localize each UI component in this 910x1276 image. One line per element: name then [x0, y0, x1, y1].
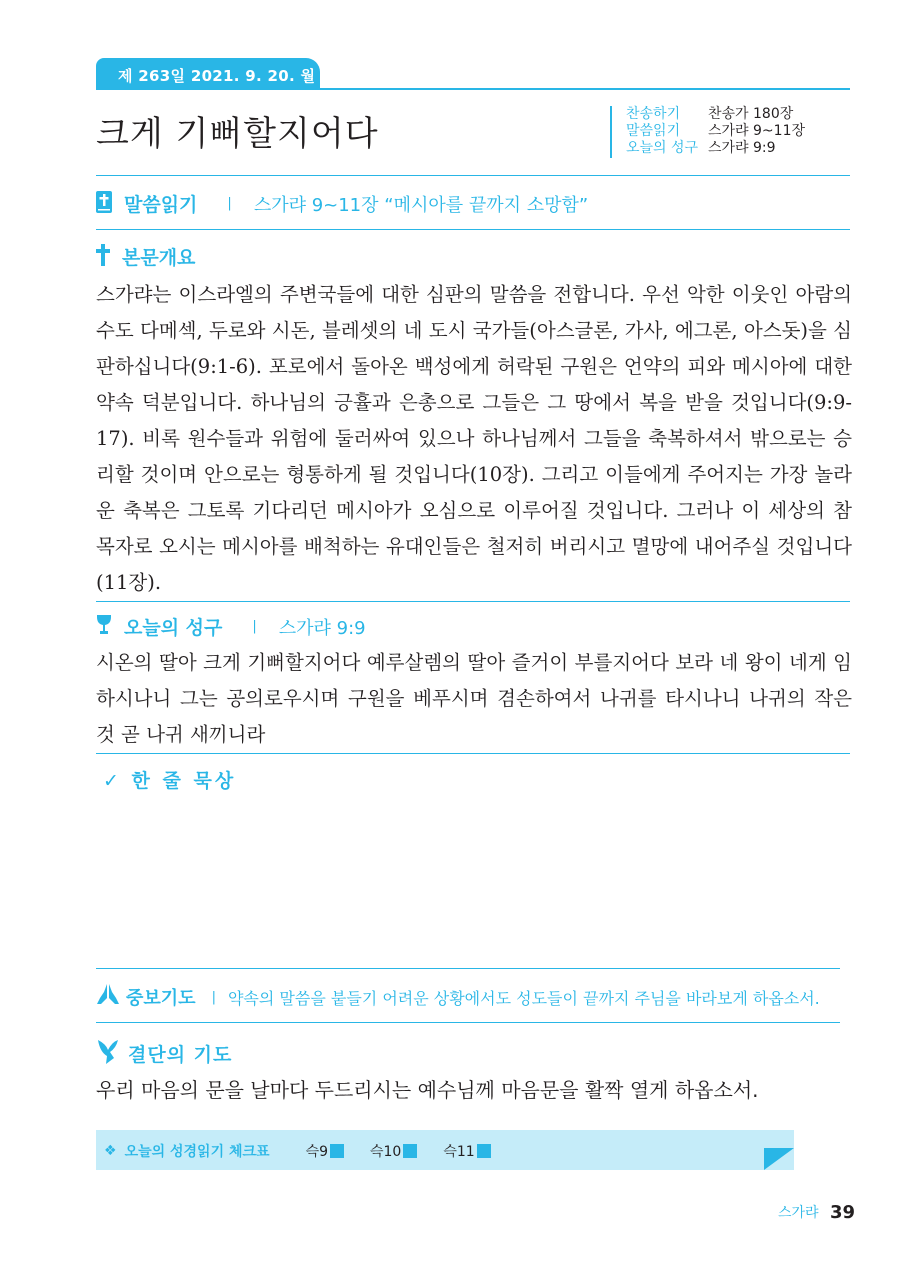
checkbox[interactable] — [403, 1144, 417, 1158]
divider — [96, 229, 850, 230]
hymn-value: 찬송가 180장 — [708, 106, 794, 122]
verse-value: 스가랴 9:9 — [708, 140, 776, 156]
divider — [96, 601, 850, 602]
verse-section-header — [96, 613, 366, 640]
resolution-title: 결단의 기도 — [128, 1043, 233, 1066]
hymn-row — [626, 106, 805, 123]
footer-book-name: 스가랴 — [778, 1205, 819, 1221]
divider — [96, 175, 850, 176]
resolution-header — [96, 1038, 232, 1068]
dove-icon — [96, 1038, 120, 1068]
separator: | — [252, 619, 257, 634]
praying-hands-icon — [96, 984, 120, 1010]
diamond-icon: ❖ — [104, 1143, 117, 1159]
verse-row — [626, 140, 805, 157]
reading-title: 말씀읽기 — [124, 194, 198, 216]
chalice-icon — [96, 614, 112, 640]
intercession-text: 약속의 말씀을 붙들기 어려운 상황에서도 성도들이 끝까지 주님을 바라보게 하옵소서. — [227, 988, 820, 1008]
divider — [96, 1022, 840, 1023]
checklist-item[interactable] — [443, 1141, 490, 1161]
checklist-item-label: 슥11 — [443, 1144, 475, 1160]
page-fold-icon — [764, 1148, 794, 1170]
hymn-label: 찬송하기 — [626, 106, 681, 122]
page-title: 크게 기뻐할지어다 — [96, 114, 379, 154]
separator: | — [211, 989, 216, 1005]
summary-text: 스가랴는 이스라엘의 주변국들에 대한 심판의 말씀을 전합니다. 우선 악한 이웃인 아람의 수도 다메섹, 두로와 시돈, 블레셋의 네 도시 국가들(아스글론, 가사, 에그론, 아스돗)을 심판하십니다(9:1-6). 포로에서 돌아온 백성에게 허락된 구원은 언약의 피와 메시아에 대한 약속 덕분입니다. 하나님의 긍휼과 은총으로 그들은 그 땅에서 복을 받을 것입니다(9:9-17). 비록 원수들과 위험에 둘러싸여 있으나 하나님께서 그들을 축복하셔서 밖으로는 승리할 것이며 안으로는 형통하게 될 것입니다(10장). 그리고 이들에게 주어지는 가장 놀라운 축복은 그토록 기다리던 메시아가 오심으로 이루어질 것입니다. 그러나 이 세상의 참 목자로 오시는 메시아를 배척하는 유대인들은 철저히 버리시고 멸망에 내어주실 것입니다(11장). — [96, 283, 852, 594]
summary-section-header — [96, 243, 195, 270]
hymn-divider — [610, 106, 612, 158]
top-divider — [96, 88, 850, 90]
bible-icon — [96, 191, 112, 217]
checklist-item-label: 슥10 — [370, 1144, 402, 1160]
verse-title: 오늘의 성구 — [124, 617, 223, 639]
hymn-info — [626, 106, 805, 157]
intercession-row — [96, 984, 820, 1010]
checklist-label: 오늘의 성경읽기 체크표 — [124, 1144, 270, 1160]
resolution-text: 우리 마음의 문을 날마다 두드리시는 예수님께 마음문을 활짝 열게 하옵소서. — [96, 1078, 759, 1102]
reading-section-header — [96, 190, 588, 217]
date-tab: 제 263일 2021. 9. 20. 월 — [96, 58, 320, 89]
verse-ref: 스가랴 9:9 — [278, 617, 366, 639]
separator: | — [227, 196, 232, 211]
summary-title: 본문개요 — [122, 247, 196, 269]
reading-value: 스가랴 9~11장 — [708, 123, 805, 139]
cross-icon — [96, 244, 110, 270]
checkbox[interactable] — [477, 1144, 491, 1158]
verse-text: 시온의 딸아 크게 기뻐할지어다 예루살렘의 딸아 즐거이 부를지어다 보라 네 왕이 네게 임하시나니 그는 공의로우시며 구원을 베푸시며 겸손하여서 나귀를 타시나니 나귀의 작은 것 곧 나귀 새끼니라 — [96, 651, 852, 746]
meditation-title: ✓ 한 줄 묵상 — [103, 770, 237, 792]
checklist — [104, 1141, 517, 1161]
intercession-title: 중보기도 — [126, 988, 196, 1009]
page-number: 39 — [830, 1202, 856, 1223]
reading-ref: 스가랴 9~11장 “메시아를 끝까지 소망함” — [253, 194, 589, 216]
checkbox[interactable] — [330, 1144, 344, 1158]
checklist-item[interactable] — [306, 1141, 344, 1161]
verse-label: 오늘의 성구 — [626, 140, 699, 156]
divider — [96, 753, 850, 754]
reading-label: 말씀읽기 — [626, 123, 681, 139]
divider — [96, 968, 840, 969]
reading-row — [626, 123, 805, 140]
checklist-item-label: 슥9 — [305, 1144, 328, 1160]
checklist-item[interactable] — [370, 1141, 417, 1161]
